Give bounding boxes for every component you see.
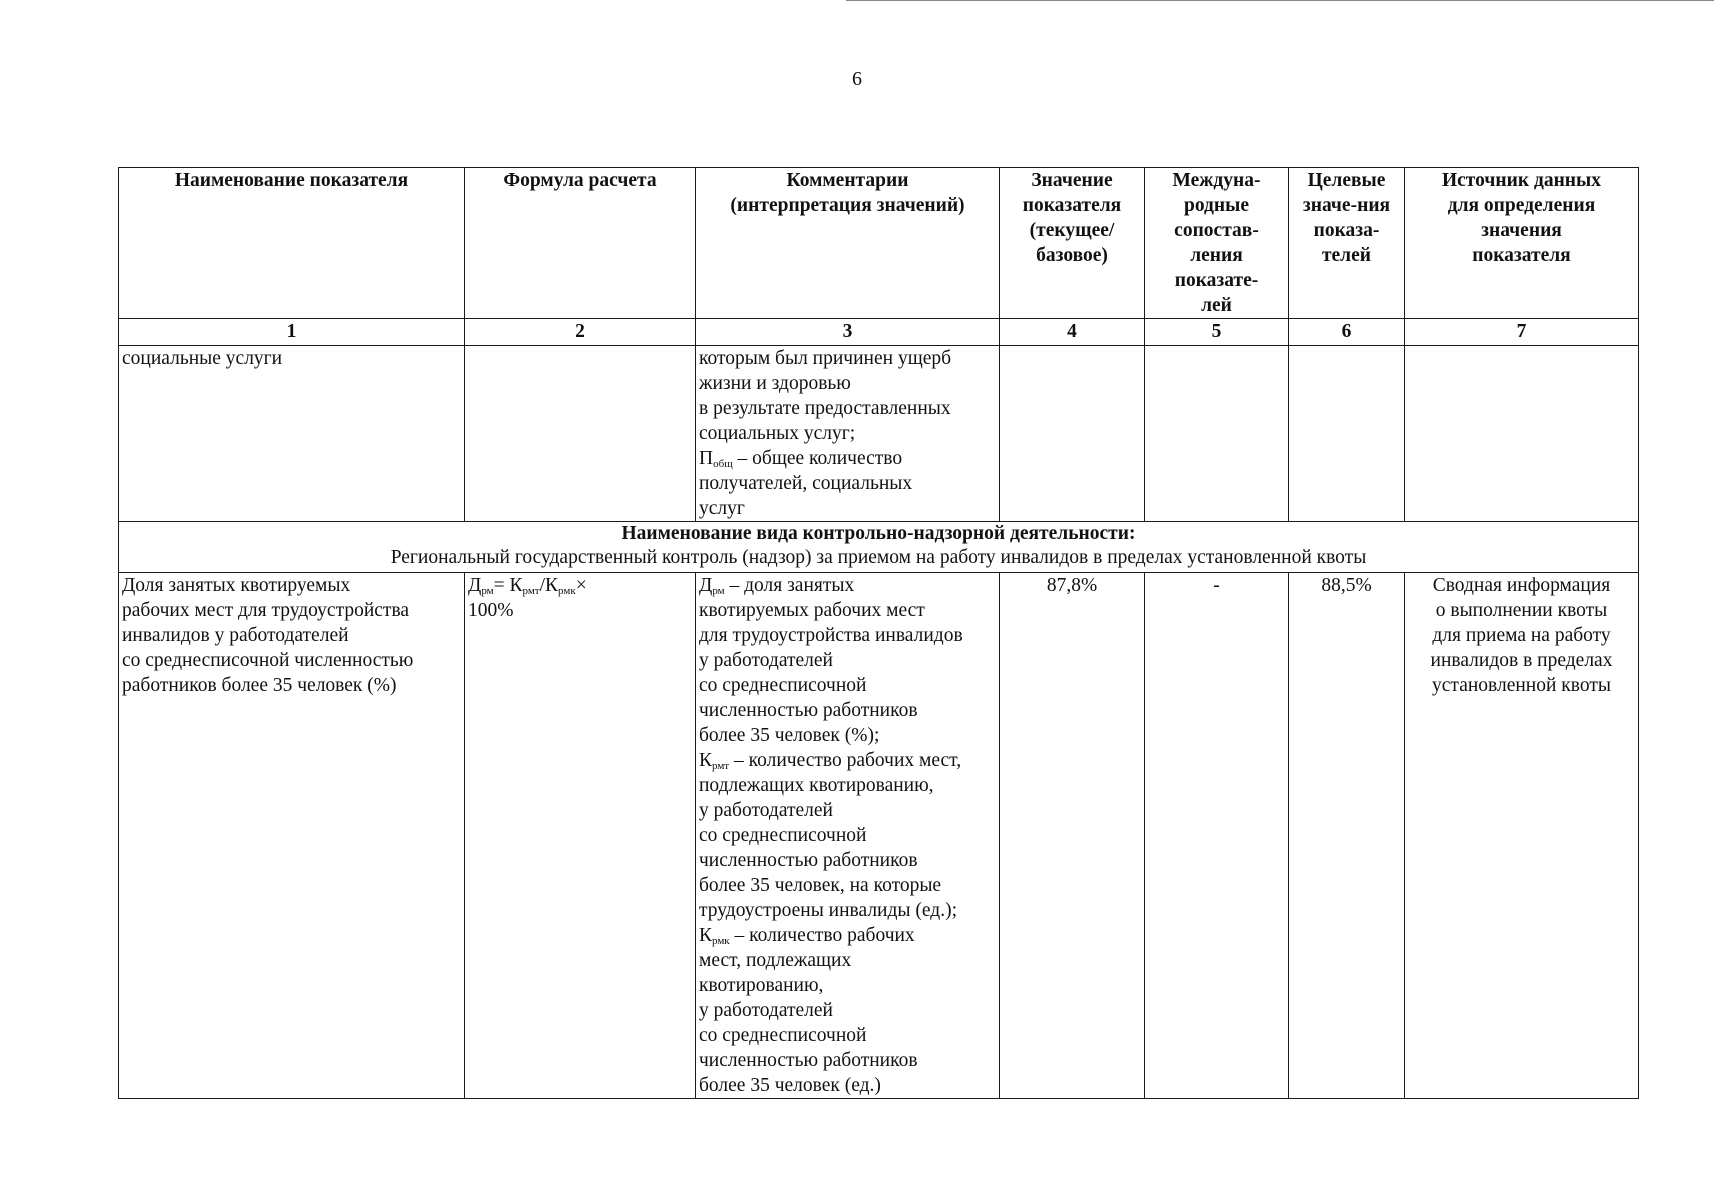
formula-cell: $Д_{рм}= К_{рмт}/К_{рмк}\times$ 100% (465, 573, 696, 1099)
section-subtitle: Региональный государственный контроль (надзор) за приемом на работу инвалидов в пределах установленной квоты (390, 547, 1367, 568)
column-number: 4 (1000, 319, 1145, 346)
page-number: 6 (852, 68, 862, 90)
value-cell (1000, 346, 1145, 522)
column-number: 6 (1289, 319, 1405, 346)
comment-cell: которым был причинен ущерб жизни и здоровью в результате предоставленных социальных услуг; $П_{общ}$ – общее количество получателей, социальных услуг (696, 346, 1000, 522)
column-number: 5 (1145, 319, 1289, 346)
table-row (119, 573, 1639, 1099)
comment-variable-line: $П_{общ}$ – общее количество (699, 448, 903, 470)
target-cell: 88,5% (1289, 573, 1405, 1099)
header-source: Источник данных для определения значения показателя (1405, 168, 1639, 319)
indicator-name-cell: Доля занятых квотируемых рабочих мест для трудоустройства инвалидов у работодателей со среднесписочной численностью работников более 35 человек (%) (119, 573, 465, 1099)
top-edge-rule (846, 0, 1714, 1)
international-cell: - (1145, 573, 1289, 1099)
header-value: Значение показателя (текущее/ базовое) (1000, 168, 1145, 319)
column-number: 1 (119, 319, 465, 346)
source-cell (1405, 346, 1639, 522)
header-comments: Комментарии (интерпретация значений) (696, 168, 1000, 319)
section-title: Наименование вида контрольно-надзорной деятельности: (621, 523, 1136, 544)
column-number: 7 (1405, 319, 1639, 346)
column-number: 2 (465, 319, 696, 346)
column-number: 3 (696, 319, 1000, 346)
section-heading-cell (119, 522, 1639, 573)
formula-expression: $Д_{рм}= К_{рмт}/К_{рмк}\times$ (468, 575, 587, 597)
comment-block: $Д_{рм}$ – доля занятых квотируемых рабочих мест для трудоустройства инвалидов у работодателей со среднесписочной численностью работников более 35 человек (%); (699, 575, 963, 746)
column-number-row (119, 319, 1639, 346)
value-cell: 87,8% (1000, 573, 1145, 1099)
source-cell: Сводная информация о выполнении квоты для приема на работу инвалидов в пределах установленной квоты (1405, 573, 1639, 1099)
header-target: Целевые значе-ния показа- телей (1289, 168, 1405, 319)
header-international: Междуна- родные сопостав- ления показате- лей (1145, 168, 1289, 319)
indicators-table (118, 167, 1639, 1099)
indicator-name-cell: социальные услуги (119, 346, 465, 522)
section-row (119, 522, 1639, 573)
header-indicator-name: Наименование показателя (119, 168, 465, 319)
comment-cell (696, 573, 1000, 1099)
comment-block: $К_{рмт}$ – количество рабочих мест, подлежащих квотированию, у работодателей со среднесписочной численностью работников более 35 человек, на которые трудоустроены инвалиды (ед.); (699, 750, 962, 921)
header-formula: Формула расчета (465, 168, 696, 319)
formula-cell (465, 346, 696, 522)
international-cell (1145, 346, 1289, 522)
comment-block: $К_{рмк}$ – количество рабочих мест, подлежащих квотированию, у работодателей со среднесписочной численностью работников более 35 человек (ед.) (699, 925, 918, 1096)
table-row (119, 346, 1639, 522)
header-row (119, 168, 1639, 319)
target-cell (1289, 346, 1405, 522)
